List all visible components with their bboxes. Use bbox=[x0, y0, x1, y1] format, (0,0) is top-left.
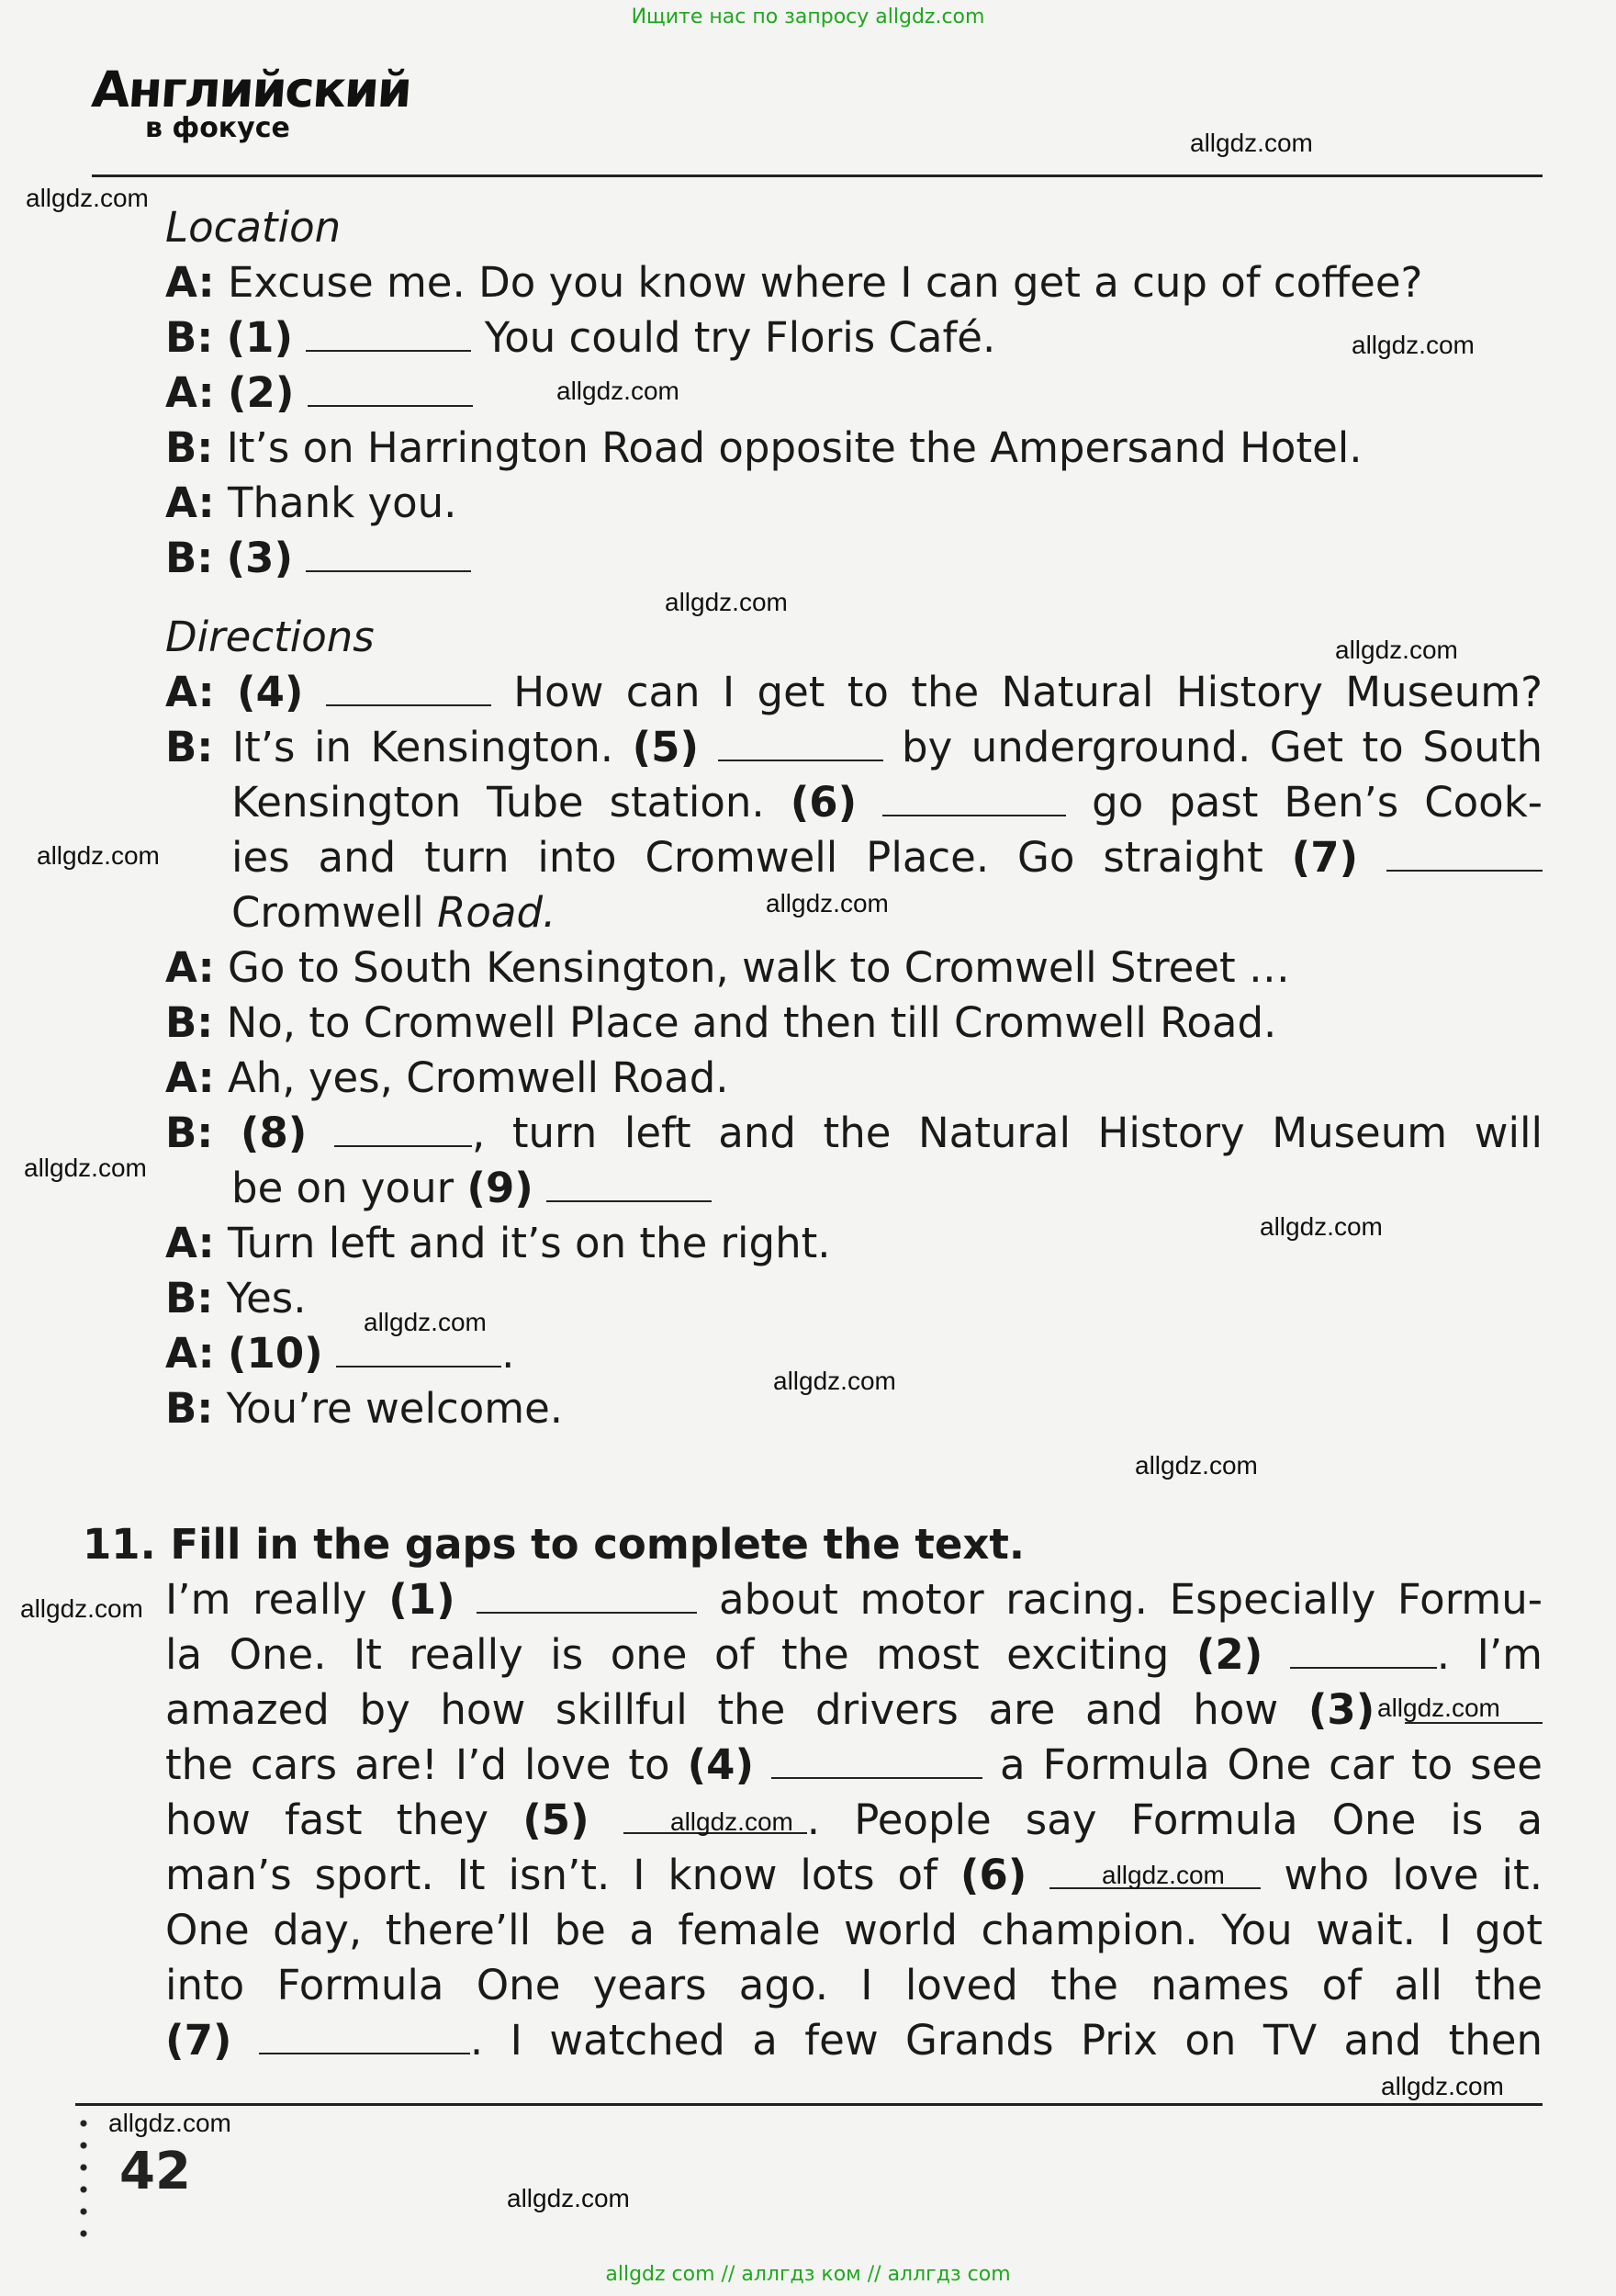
gap-blank[interactable] bbox=[1386, 833, 1543, 872]
dialogue-line bbox=[165, 255, 1543, 310]
gap-blank[interactable] bbox=[308, 368, 473, 407]
speaker-label: B: bbox=[165, 423, 214, 472]
watermark: allgdz.com bbox=[1352, 331, 1475, 359]
margin-dots bbox=[79, 2112, 88, 2250]
gap-blank[interactable] bbox=[718, 723, 883, 761]
line-text: . bbox=[501, 1329, 515, 1378]
line-text: who love it. bbox=[1284, 1851, 1543, 1899]
logo-title: Английский bbox=[89, 61, 413, 118]
dialogue-line bbox=[165, 1051, 1543, 1106]
gap-number: (8) bbox=[240, 1109, 308, 1157]
speaker-label: B: bbox=[165, 313, 214, 362]
gap-blank[interactable] bbox=[306, 534, 471, 572]
gap-number: (10) bbox=[227, 1329, 323, 1378]
line-text: la One. It really is one of the most exciting bbox=[165, 1630, 1170, 1679]
exercise-line bbox=[165, 1848, 1543, 1903]
dialogue-line bbox=[231, 1161, 1543, 1216]
dialogue-line bbox=[165, 665, 1543, 720]
line-text: the cars are! I’d love to bbox=[165, 1740, 670, 1789]
book-logo bbox=[89, 61, 413, 156]
line-text: . I’m bbox=[1436, 1630, 1543, 1679]
speaker-label: B: bbox=[165, 1274, 214, 1322]
watermark: allgdz.com bbox=[1260, 1212, 1383, 1241]
gap-number: (1) bbox=[388, 1575, 455, 1624]
speaker-label: B: bbox=[165, 998, 214, 1047]
speaker-label: B: bbox=[165, 723, 214, 771]
gap-number: (4) bbox=[687, 1740, 755, 1789]
watermark: allgdz.com bbox=[364, 1308, 487, 1336]
page-number: 42 bbox=[119, 2142, 191, 2201]
line-text: I’m really bbox=[165, 1575, 367, 1624]
watermark: allgdz.com bbox=[773, 1367, 896, 1395]
line-text: into Formula One years ago. I loved the names of all the bbox=[165, 1961, 1543, 2009]
gap-blank[interactable] bbox=[259, 2016, 470, 2054]
line-text: Thank you. bbox=[227, 478, 457, 527]
line-text: How can I get to the Natural History Museum? bbox=[513, 668, 1543, 716]
speaker-label: B: bbox=[165, 534, 214, 582]
line-text: It’s on Harrington Road opposite the Ampersand Hotel. bbox=[226, 423, 1363, 472]
line-text: You could try Floris Café. bbox=[484, 313, 996, 362]
gap-number: (4) bbox=[237, 668, 304, 716]
gap-blank[interactable] bbox=[334, 1109, 472, 1147]
speaker-label: A: bbox=[165, 368, 215, 417]
exercise-line bbox=[165, 2013, 1543, 2068]
exercise-line bbox=[165, 1738, 1543, 1793]
line-text: Kensington Tube station. bbox=[231, 778, 765, 827]
speaker-label: A: bbox=[165, 668, 215, 716]
gap-number: (5) bbox=[632, 723, 700, 771]
watermark: allgdz.com bbox=[1335, 636, 1458, 664]
line-text: a Formula One car to see bbox=[1000, 1740, 1543, 1789]
gap-number: (3) bbox=[226, 534, 294, 582]
line-text: One day, there’ll be a female world champion. You wait. I got bbox=[165, 1906, 1543, 1954]
gap-number: (9) bbox=[466, 1164, 533, 1212]
dialogue-line bbox=[165, 1106, 1543, 1161]
gap-blank[interactable] bbox=[882, 778, 1066, 816]
watermark: allgdz.com bbox=[1102, 1861, 1225, 1889]
line-text: You’re welcome. bbox=[226, 1384, 564, 1433]
speaker-label: A: bbox=[165, 1329, 215, 1378]
line-text: by underground. Get to South bbox=[902, 723, 1543, 771]
line-text: man’s sport. It isn’t. I know lots of bbox=[165, 1851, 937, 1899]
line-text: about motor racing. Especially Formu- bbox=[719, 1575, 1543, 1624]
gap-number: (2) bbox=[1195, 1630, 1263, 1679]
gap-number: (6) bbox=[960, 1851, 1027, 1899]
line-text: . People say Formula One is a bbox=[806, 1795, 1543, 1844]
watermark: allgdz.com bbox=[108, 2109, 231, 2137]
line-text: how fast they bbox=[165, 1795, 489, 1844]
top-banner[interactable]: Ищите нас по запросу allgdz.com bbox=[631, 6, 985, 28]
speaker-label: B: bbox=[165, 1109, 214, 1157]
watermark: allgdz.com bbox=[507, 2184, 630, 2212]
dialogue-line bbox=[165, 940, 1543, 996]
line-text: go past Ben’s Cook- bbox=[1092, 778, 1543, 827]
header-rule bbox=[92, 174, 1543, 177]
directions-heading: Directions bbox=[165, 613, 375, 661]
watermark: allgdz.com bbox=[1377, 1694, 1500, 1722]
dialogue-line bbox=[165, 476, 1543, 531]
exercise-line bbox=[165, 1627, 1543, 1683]
line-text: Cromwell bbox=[231, 888, 424, 937]
dialogue-line bbox=[231, 775, 1543, 830]
gap-blank[interactable] bbox=[1290, 1630, 1437, 1669]
line-text: be on your bbox=[231, 1164, 454, 1212]
line-text-italic: Road. bbox=[437, 888, 556, 937]
dialogue-line bbox=[165, 531, 1543, 586]
watermark: allgdz.com bbox=[24, 1154, 147, 1182]
speaker-label: A: bbox=[165, 478, 215, 527]
dialogue-line bbox=[165, 366, 1543, 421]
watermark: allgdz.com bbox=[37, 841, 160, 870]
line-text: Excuse me. Do you know where I can get a cup of coffee? bbox=[227, 258, 1423, 307]
gap-number: (3) bbox=[1307, 1685, 1375, 1734]
exercise-line bbox=[165, 1683, 1543, 1738]
line-text: Ah, yes, Cromwell Road. bbox=[227, 1053, 729, 1102]
gap-number: (5) bbox=[522, 1795, 589, 1844]
location-heading: Location bbox=[165, 203, 342, 252]
watermark: allgdz.com bbox=[665, 588, 788, 616]
dialogue-line bbox=[165, 996, 1543, 1051]
gap-blank[interactable] bbox=[326, 668, 491, 706]
line-text: ies and turn into Cromwell Place. Go straight bbox=[231, 833, 1263, 882]
dialogue-line bbox=[231, 830, 1543, 885]
exercise-line bbox=[165, 1958, 1543, 2013]
gap-blank[interactable] bbox=[306, 313, 471, 352]
line-text: No, to Cromwell Place and then till Cromwell Road. bbox=[226, 998, 1277, 1047]
gap-number: (7) bbox=[1291, 833, 1359, 882]
watermark: allgdz.com bbox=[26, 184, 149, 212]
watermark: allgdz.com bbox=[556, 377, 679, 405]
bottom-banner[interactable]: allgdz com // аллгдз ком // аллгдз com bbox=[605, 2263, 1011, 2286]
dialogue-line bbox=[165, 310, 1543, 366]
dialogue-line bbox=[165, 421, 1543, 476]
line-text: Go to South Kensington, walk to Cromwell Street … bbox=[227, 943, 1290, 992]
line-text: , turn left and the Natural History Museum will bbox=[471, 1109, 1543, 1157]
watermark: allgdz.com bbox=[1190, 129, 1313, 157]
gap-number: (6) bbox=[790, 778, 858, 827]
logo-subtitle: в фокусе bbox=[145, 112, 290, 144]
watermark: allgdz.com bbox=[1135, 1451, 1258, 1480]
speaker-label: A: bbox=[165, 1219, 215, 1267]
exercise-line bbox=[165, 1903, 1543, 1958]
speaker-label: A: bbox=[165, 258, 215, 307]
dialogue-line bbox=[165, 720, 1543, 775]
footer-rule bbox=[75, 2103, 1543, 2106]
line-text: It’s in Kensington. bbox=[231, 723, 614, 771]
gap-blank[interactable] bbox=[771, 1740, 982, 1779]
gap-number: (7) bbox=[165, 2016, 232, 2065]
speaker-label: A: bbox=[165, 1053, 215, 1102]
watermark: allgdz.com bbox=[766, 889, 889, 917]
watermark: allgdz.com bbox=[670, 1807, 793, 1836]
exercise-line bbox=[165, 1793, 1543, 1848]
speaker-label: B: bbox=[165, 1384, 214, 1433]
line-text: . I watched a few Grands Prix on TV and then bbox=[469, 2016, 1543, 2065]
speaker-label: A: bbox=[165, 943, 215, 992]
gap-number: (1) bbox=[226, 313, 294, 362]
gap-blank[interactable] bbox=[546, 1164, 712, 1202]
line-text: amazed by how skillful the drivers are and how bbox=[165, 1685, 1279, 1734]
exercise-title: 11. Fill in the gaps to complete the text. bbox=[83, 1520, 1025, 1569]
line-text: Yes. bbox=[226, 1274, 307, 1322]
line-text: Turn left and it’s on the right. bbox=[227, 1219, 831, 1267]
exercise-line bbox=[165, 1572, 1543, 1627]
gap-number: (2) bbox=[227, 368, 295, 417]
watermark: allgdz.com bbox=[1381, 2072, 1504, 2100]
gap-blank[interactable] bbox=[477, 1575, 697, 1614]
watermark: allgdz.com bbox=[20, 1594, 143, 1623]
